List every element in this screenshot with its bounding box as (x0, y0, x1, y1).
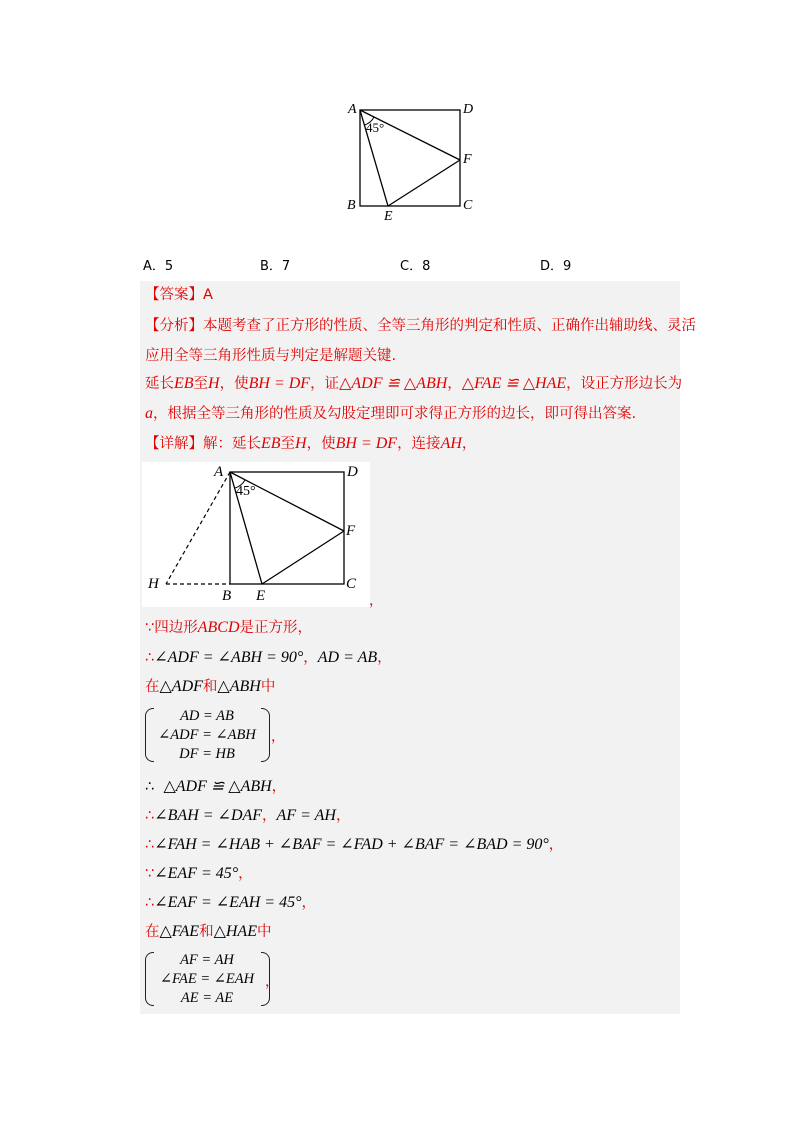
text: ， (303, 650, 318, 666)
system-row: DF = HB (179, 746, 235, 762)
text: ∵四边形 (145, 620, 198, 636)
proof-line-9 (145, 922, 271, 942)
proof-line-7 (145, 864, 253, 884)
text: 是正方形， (239, 620, 313, 636)
text: ，使 (306, 436, 336, 452)
text: ，使 (219, 376, 249, 392)
vertex-label-f: F (346, 523, 356, 539)
square-diagram-1 (340, 98, 480, 228)
text: 延长 (145, 376, 174, 392)
vertex-label-b: B (347, 198, 356, 213)
math: H (295, 435, 307, 452)
text: 解：延长 (203, 436, 261, 452)
option-a[interactable]: A．5 (143, 259, 174, 274)
angle-label: 45° (236, 484, 256, 499)
vertex-label-a: A (214, 464, 224, 480)
text: ，证 (310, 376, 340, 392)
math: BH = DF (335, 435, 398, 452)
math: △ADF (159, 678, 203, 695)
text: ， (301, 895, 316, 911)
text: ∴ (145, 837, 155, 853)
vertex-label-d: D (347, 464, 358, 480)
math: △FAE (159, 923, 200, 940)
answer-line (145, 285, 213, 305)
system-row: ∠FAE = ∠EAH (159, 971, 255, 987)
option-c[interactable]: C．8 (400, 259, 431, 274)
system-row: AF = AH (180, 952, 234, 968)
math: △ADF ≌ △ABH (163, 778, 272, 795)
answer-value: A (203, 287, 213, 303)
text: 中 (256, 924, 272, 940)
analysis-line-3 (145, 374, 682, 394)
math: △HAE (213, 923, 257, 940)
math: ∠FAH = ∠HAB + ∠BAF = ∠FAD + ∠BAF = ∠BAD = 90° (154, 836, 549, 853)
analysis-text-1: 本题考查了正方形的性质、全等三角形的判定和性质、正确作出辅助线、灵活 (203, 318, 696, 334)
analysis-tag: 【分析】 (145, 318, 203, 334)
vertex-label-e: E (384, 209, 393, 224)
system-row: AD = AB (180, 708, 234, 724)
text: ， (262, 808, 277, 824)
equation-system-2 (145, 950, 275, 1008)
vertex-label-e: E (256, 588, 266, 604)
text: ， (447, 376, 462, 392)
text: ， (461, 436, 477, 452)
math: ∠BAH = ∠DAF (154, 807, 263, 824)
math: H (208, 375, 220, 392)
proof-line-5 (145, 806, 350, 826)
vertex-label-a: A (348, 102, 357, 117)
analysis-line-1 (145, 316, 696, 336)
math: AD = AB (317, 649, 378, 666)
text: ∴ (145, 650, 155, 666)
vertex-label-b: B (222, 588, 232, 604)
text: ， (335, 808, 351, 824)
system-2-comma: ， (265, 974, 279, 990)
system-row: AE = AE (180, 990, 234, 1006)
text: 和 (199, 924, 214, 940)
text: 在 (145, 679, 160, 695)
text: ， (271, 779, 287, 795)
text: ， (548, 837, 564, 853)
system-1-comma: ， (271, 729, 285, 745)
text: ， (377, 650, 392, 666)
math: EB (261, 435, 281, 452)
option-d[interactable]: D．9 (540, 259, 572, 274)
text: 中 (260, 679, 276, 695)
proof-line-8 (145, 893, 316, 913)
text: ，设正方形边长为 (566, 376, 683, 392)
vertex-label-c: C (463, 198, 473, 213)
math: a (145, 405, 153, 422)
math: ABCD (197, 619, 240, 636)
proof-line-3 (145, 677, 275, 697)
figure-trailing-comma: ， (369, 593, 383, 609)
detail-tag: 【详解】 (145, 436, 203, 452)
text: ，连接 (397, 436, 441, 452)
text: ∵ (145, 866, 155, 882)
text: 至 (193, 376, 209, 392)
math: ∠ADF = ∠ABH = 90° (154, 649, 304, 666)
math: EB (174, 375, 194, 392)
text: ，根据全等三角形的性质及勾股定理即可求得正方形的边长，即可得出答案. (153, 406, 637, 422)
angle-label: 45° (366, 120, 385, 135)
detail-line (145, 434, 476, 454)
text: ∴ (145, 808, 155, 824)
text: 和 (202, 679, 218, 695)
text: 至 (280, 436, 296, 452)
text: ∴ (145, 895, 155, 911)
vertex-label-d: D (463, 102, 474, 117)
vertex-label-c: C (346, 576, 357, 592)
proof-line-6 (145, 835, 563, 855)
math: AF = AH (276, 807, 336, 824)
figure-square-1 (340, 98, 480, 228)
figure-square-2 (142, 462, 370, 607)
square-diagram-2 (142, 462, 370, 607)
proof-line-2 (145, 648, 392, 668)
math: ∠EAF = ∠EAH = 45° (154, 894, 302, 911)
proof-line-1 (145, 618, 312, 638)
analysis-line-2 (145, 346, 396, 366)
math: △ADF ≌ △ABH (339, 375, 448, 392)
math: △ABH (217, 678, 261, 695)
text: 在 (145, 924, 160, 940)
text: ， (238, 866, 253, 882)
math: ∠EAF = 45° (154, 865, 239, 882)
math: △FAE ≌ △HAE (461, 375, 567, 392)
proof-line-4 (145, 777, 286, 797)
option-b[interactable]: B．7 (260, 259, 291, 274)
math: AH (440, 435, 462, 452)
equation-system-1 (145, 706, 275, 764)
system-row: ∠ADF = ∠ABH (158, 727, 256, 743)
text: ∴ (145, 779, 155, 795)
analysis-line-4 (145, 404, 636, 424)
math: BH = DF (248, 375, 311, 392)
analysis-text-2: 应用全等三角形性质与判定是解题关键. (145, 348, 397, 364)
vertex-label-h: H (148, 576, 159, 592)
answer-tag: 【答案】 (145, 287, 203, 303)
vertex-label-f: F (463, 152, 472, 167)
